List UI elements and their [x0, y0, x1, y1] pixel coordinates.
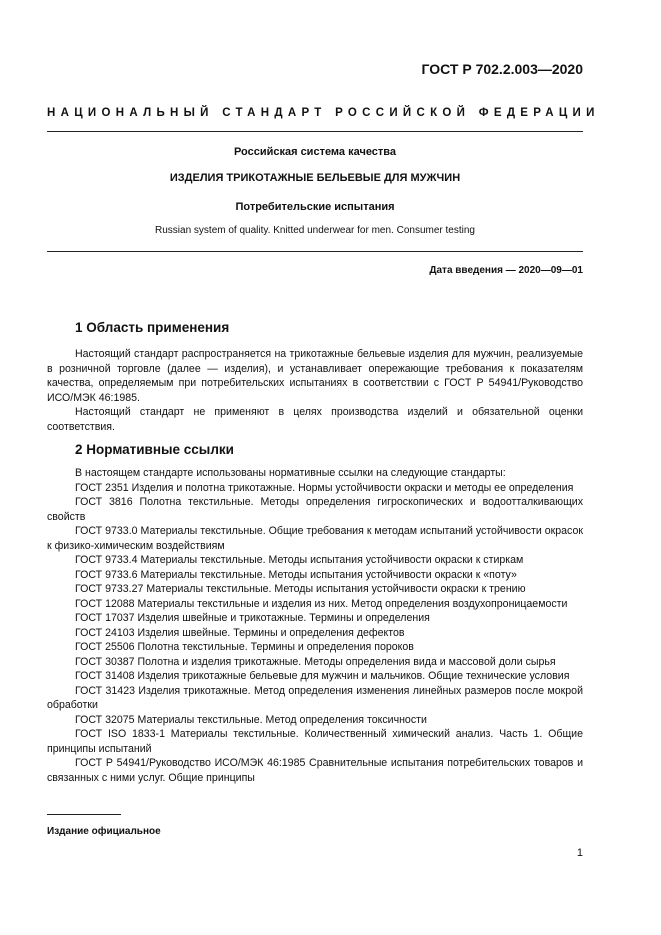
effective-date: Дата введения — 2020—09—01	[429, 265, 583, 276]
reference-item: ГОСТ ISO 1833-1 Материалы текстильные. Количественный химический анализ. Часть 1. Общие принципы испытаний	[47, 728, 583, 755]
section-1-heading: 1 Область применения	[75, 320, 230, 335]
footer-divider	[47, 814, 121, 815]
reference-item: ГОСТ 32075 Материалы текстильные. Метод определения токсичности	[75, 713, 427, 726]
section-2-body	[47, 466, 583, 785]
reference-item: ГОСТ 31408 Изделия трикотажные бельевые для мужчин и мальчиков. Общие технические условия	[75, 670, 570, 682]
reference-item: ГОСТ 9733.27 Материалы текстильные. Методы испытания устойчивости окраски к трению	[75, 583, 526, 595]
reference-item: ГОСТ 9733.6 Материалы текстильные. Методы испытания устойчивости окраски к «поту»	[75, 568, 517, 581]
reference-item: ГОСТ 12088 Материалы текстильные и изделия из них. Метод определения воздухопроницаемости	[75, 597, 568, 610]
document-title: ИЗДЕЛИЯ ТРИКОТАЖНЫЕ БЕЛЬЕВЫЕ ДЛЯ МУЖЧИН	[169, 172, 461, 184]
paragraph: В настоящем стандарте использованы нормативные ссылки на следующие стандарты:	[75, 467, 506, 479]
english-title: Russian system of quality. Knitted underwear for men. Consumer testing	[155, 225, 475, 236]
reference-item: ГОСТ Р 54941/Руководство ИСО/МЭК 46:1985 Сравнительные испытания потребительских товаров и связанных с ними услуг. Общие принципы	[47, 757, 583, 784]
official-edition-label: Издание официальное	[47, 826, 161, 837]
paragraph: Настоящий стандарт не применяют в целях производства изделий и обязательной оценки соответствия.	[47, 406, 583, 433]
reference-item: ГОСТ 30387 Полотна и изделия трикотажные. Методы определения вида и массовой доли сырья	[75, 655, 556, 668]
reference-item: ГОСТ 31423 Изделия трикотажные. Метод определения изменения линейных размеров после мокрой обработки	[47, 684, 583, 711]
reference-item: ГОСТ 2351 Изделия и полотна трикотажные. Нормы устойчивости окраски и методы ее определения	[75, 481, 574, 494]
section-1-body	[47, 347, 583, 434]
reference-item: ГОСТ 9733.4 Материалы текстильные. Методы испытания устойчивости окраски к стиркам	[75, 554, 524, 566]
reference-item: ГОСТ 17037 Изделия швейные и трикотажные. Термины и определения	[75, 612, 430, 624]
national-standard-banner: НАЦИОНАЛЬНЫЙ СТАНДАРТ РОССИЙСКОЙ ФЕДЕРАЦИИ	[47, 107, 600, 119]
section-2-heading: 2 Нормативные ссылки	[75, 442, 234, 457]
document-subtitle: Потребительские испытания	[235, 201, 395, 213]
page-number: 1	[576, 847, 583, 859]
title-divider	[47, 251, 583, 252]
quality-system-title: Российская система качества	[233, 146, 397, 158]
top-divider	[47, 131, 583, 132]
reference-item: ГОСТ 24103 Изделия швейные. Термины и определения дефектов	[75, 626, 405, 639]
reference-item: ГОСТ 3816 Полотна текстильные. Методы определения гигроскопических и водоотталкивающих свойств	[47, 496, 583, 523]
paragraph: Настоящий стандарт распространяется на трикотажные бельевые изделия для мужчин, реализуемые в розничной торговле (далее — изделия), и устанавливает опережающие требования к показателям качества, определяемым при потребительских испытаниях в соответствии с ГОСТ Р 54941/Руководство ИСО/МЭК 46:1985.	[47, 348, 583, 404]
standard-code: ГОСТ Р 702.2.003—2020	[421, 61, 583, 77]
reference-item: ГОСТ 9733.0 Материалы текстильные. Общие требования к методам испытаний устойчивости окрасок к физико-химическим воздействиям	[47, 525, 583, 552]
reference-item: ГОСТ 25506 Полотна текстильные. Термины и определения пороков	[75, 641, 414, 653]
